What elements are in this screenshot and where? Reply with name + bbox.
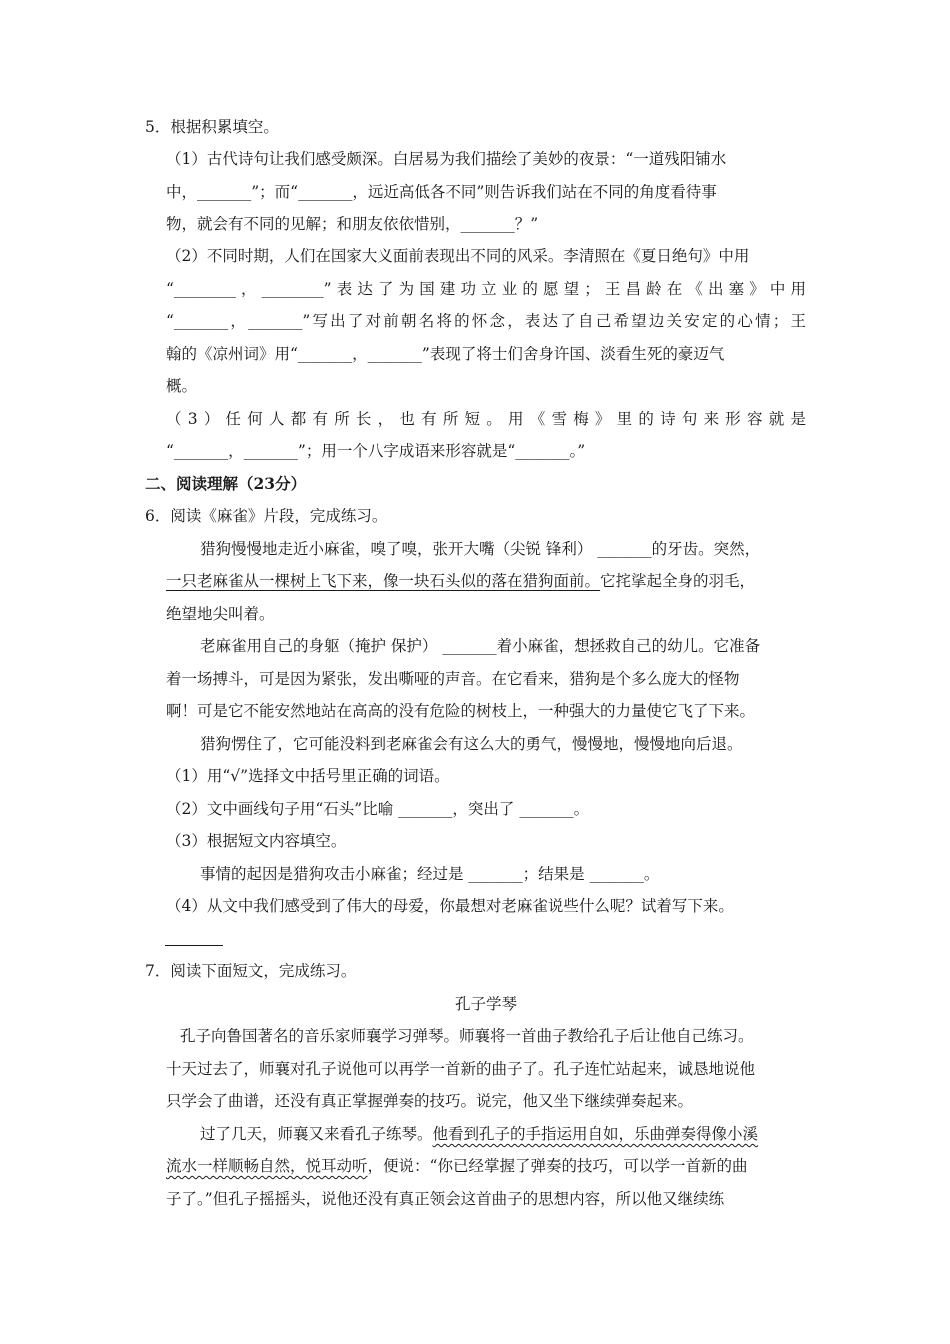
q7-passage-line: 只学会了曲谱，还没有真正掌握弹奏的技巧。说完，他又坐下继续弹奏起来。 <box>166 1092 694 1110</box>
q5-part1-line1: （1）古代诗句让我们感受颇深。白居易为我们描绘了美妙的夜景：“一道残阳铺水 <box>166 150 727 168</box>
q6-subquestion-3: （3）根据短文内容填空。 <box>166 832 347 850</box>
q7-passage-line: 子了。”但孔子摇摇头，说他还没有真正领会这首曲子的思想内容，所以他又继续练 <box>166 1190 725 1208</box>
q6-subquestion-3-fill: 事情的起因是猎狗攻击小麻雀；经过是 _______；结果是 _______。 <box>200 865 660 883</box>
q7-passage-line: 十天过去了，师襄对孔子说他可以再学一首新的曲子了。孔子连忙站起来，诚恳地说他 <box>166 1060 756 1078</box>
q5-part2-line5: 概。 <box>166 377 198 395</box>
section-heading: 二、阅读理解（23分） <box>145 474 307 493</box>
wavy-underlined-sentence: 流水一样顺畅自然，悦耳动听 <box>166 1157 368 1175</box>
q5-part2-line3: “_______，_______”写出了对前朝名将的怀念，表达了自己希望边关安定的心情；王 <box>166 312 806 330</box>
q6-passage-line: 老麻雀用自己的身躯（掩护 保护） _______着小麻雀，想拯救自己的幼儿。它准备 <box>200 637 761 655</box>
q6-passage-line: 啊！可是它不能安然地站在高高的没有危险的树枝上，一种强大的力量使它飞了下来。 <box>166 702 756 720</box>
q7-passage-line: 流水一样顺畅自然，悦耳动听，便说：“你已经掌握了弹奏的技巧，可以学一首新的曲 <box>166 1157 748 1175</box>
wavy-underlined-sentence: 他看到孔子的手指运用自如，乐曲弹奏得像小溪 <box>432 1125 759 1143</box>
q5-part2-line2: “________，________”表达了为国建功立业的愿望；王昌龄在《出塞》中用 <box>166 280 806 298</box>
q7-title: 7．阅读下面短文，完成练习。 <box>145 962 357 980</box>
q5-part1-line2: 中，_______”；而“_______，远近高低各不同”则告诉我们站在不同的角度看待事 <box>166 183 717 201</box>
q6-subquestion-2: （2）文中画线句子用“石头”比喻 _______，突出了 _______。 <box>166 800 590 818</box>
q7-passage-line: 孔子向鲁国著名的音乐家师襄学习弹琴。师襄将一首曲子教给孔子后让他自己练习。 <box>180 1027 754 1045</box>
q5-part3-line2: “_______，_______”；用一个八字成语来形容就是“_______。” <box>166 442 586 460</box>
q5-part2-line4: 翰的《凉州词》用“_______，_______”表现了将士们舍身许国、淡看生死的豪迈气 <box>166 345 725 363</box>
q7-passage-line: 过了几天，师襄又来看孔子练琴。他看到孔子的手指运用自如，乐曲弹奏得像小溪 <box>200 1125 759 1143</box>
underlined-sentence: 一只老麻雀从一棵树上飞下来，像一块石头似的落在猎狗面前。 <box>166 572 601 590</box>
q6-title: 6．阅读《麻雀》片段，完成练习。 <box>145 507 388 525</box>
answer-blank-line <box>165 945 223 946</box>
q6-passage-line: 绝望地尖叫着。 <box>166 605 275 623</box>
q6-passage-line: 猎狗慢慢地走近小麻雀，嗅了嗅，张开大嘴（尖锐 锋利） _______的牙齿。突然， <box>200 540 761 558</box>
q6-passage-line: 一只老麻雀从一棵树上飞下来，像一块石头似的落在猎狗面前。它挓挲起全身的羽毛， <box>166 572 756 590</box>
q5-part2-line1: （2）不同时期，人们在国家大义面前表现出不同的风采。李清照在《夏日绝句》中用 <box>166 247 750 265</box>
q7-article-title: 孔子学琴 <box>454 995 517 1013</box>
q6-passage-line: 猎狗愣住了，它可能没料到老麻雀会有这么大的勇气，慢慢地，慢慢地向后退。 <box>200 735 743 753</box>
q5-title: 5．根据积累填空。 <box>145 118 279 136</box>
q6-subquestion-4: （4）从文中我们感受到了伟大的母爱，你最想对老麻雀说些什么呢？试着写下来。 <box>166 897 734 915</box>
q5-part1-line3: 物，就会有不同的见解；和朋友依依惜别，_______？” <box>166 215 539 233</box>
q6-subquestion-1: （1）用“√”选择文中括号里正确的词语。 <box>166 767 450 785</box>
q5-part3-line1: （3）任何人都有所长，也有所短。用《雪梅》里的诗句来形容就是 <box>166 410 806 428</box>
q6-passage-line: 着一场搏斗，可是因为紧张，发出嘶哑的声音。在它看来，猎狗是个多么庞大的怪物 <box>166 670 740 688</box>
